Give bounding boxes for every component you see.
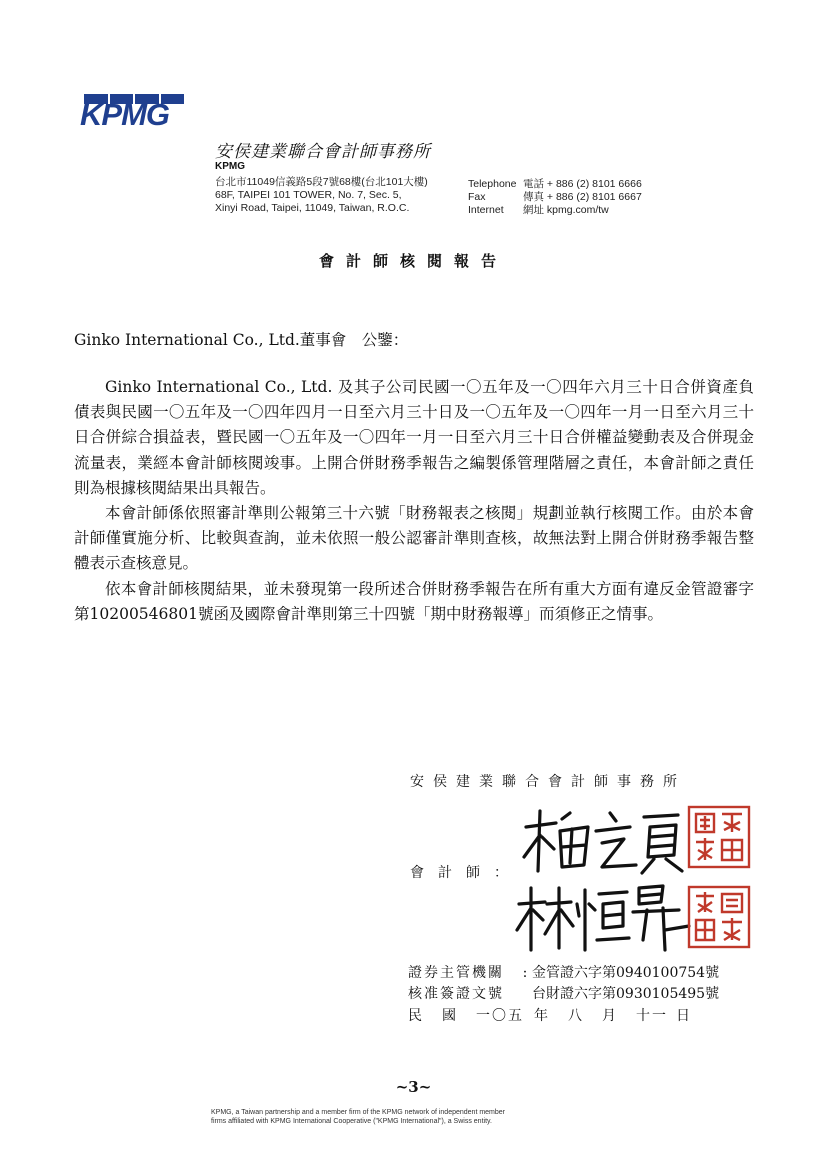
contact-label: Internet [468,204,504,216]
date-part: 一〇五 [476,1008,524,1024]
date-part: 八 [568,1008,584,1024]
date-part: 年 [534,1008,550,1024]
date-part: 民 [408,1008,424,1024]
contact-value: 電話 + 886 (2) 8101 6666 [523,178,642,190]
seal-1 [686,804,752,870]
registration-label: 證券主管機關 [408,965,504,981]
contact-row-fax [468,191,642,204]
signature-2 [515,880,691,956]
registration-value: 台財證六字第0930105495號 [532,986,720,1002]
seal-2 [686,884,752,950]
logo-text: KPMG [80,97,169,132]
date-part: 日 [676,1008,692,1024]
paragraph: Ginko International Co., Ltd. 及其子公司民國一〇五年及一〇四年六月三十日合併資產負債表與民國一〇五年及一〇四年四月一日至六月三十日及一〇五年及一〇四年一月一日至六月三十日合併綜合損益表，暨民國一〇五年及一〇四年一月一日至六月三十日合併權益變動表及合併現金流量表，業經本會計師核閱竣事。上開合併財務季報告之編製係管理階層之責任，本會計師之責任則為根據核閱結果出具報告。 [74,378,754,497]
kpmg-label: KPMG [215,161,245,172]
paragraph: 本會計師係依照審計準則公報第三十六號「財務報表之核閱」規劃並執行核閱工作。由於本會計師僅實施分析、比較與查詢，並未依照一般公認審計準則查核，故無法對上開合併財務季報告整體表示查核意見。 [74,504,754,573]
footer-disclaimer [211,1108,505,1126]
date-part: 十一 [636,1008,668,1024]
registration-value: 金管證六字第0940100754號 [532,965,720,981]
address [215,176,428,215]
report-body [74,375,754,627]
contact-value: 傳真 + 886 (2) 8101 6667 [523,191,642,203]
address-line: 68F, TAIPEI 101 TOWER, No. 7, Sec. 5, [215,189,402,201]
report-title: 會計師核閱報告 [318,252,508,270]
date-part: 月 [602,1008,618,1024]
contact-value: 網址 kpmg.com/tw [523,204,609,216]
contact-label: Telephone [468,178,517,190]
registration-label: 核准簽證文號 [408,986,504,1002]
address-line: Xinyi Road, Taipei, 11049, Taiwan, R.O.C. [215,202,410,214]
registration-colon: : [522,965,528,981]
registration-row [408,963,719,984]
paragraph: 依本會計師核閱結果，並未發現第一段所述合併財務季報告在所有重大方面有違反金管證審字第10200546801號函及國際會計準則第三十四號「期中財務報導」而須修正之情事。 [74,579,754,623]
firm-name-cn: 安侯建業聯合會計師事務所 [215,142,431,162]
footer-line: firms affiliated with KPMG International Cooperative ("KPMG International"), a Swiss entity. [211,1118,492,1125]
salutation: Ginko International Co., Ltd.董事會 公鑒： [74,331,409,349]
date-part: 國 [442,1008,458,1024]
signature-1 [518,805,688,875]
kpmg-logo [80,96,184,134]
registration-block [408,963,719,1005]
contact-row-telephone [468,178,642,191]
contact-block [468,178,642,217]
report-date [408,1005,696,1025]
cpa-label: 會計師： [410,865,522,881]
registration-row [408,984,719,1005]
page-number: ~3~ [395,1078,432,1096]
signing-firm: 安侯建業聯合會計師事務所 [410,774,686,790]
contact-row-internet [468,204,642,217]
contact-label: Fax [468,191,486,203]
address-line: 台北市11049信義路5段7號68樓(台北101大樓) [215,176,428,188]
footer-line: KPMG, a Taiwan partnership and a member firm of the KPMG network of independent member [211,1109,506,1116]
